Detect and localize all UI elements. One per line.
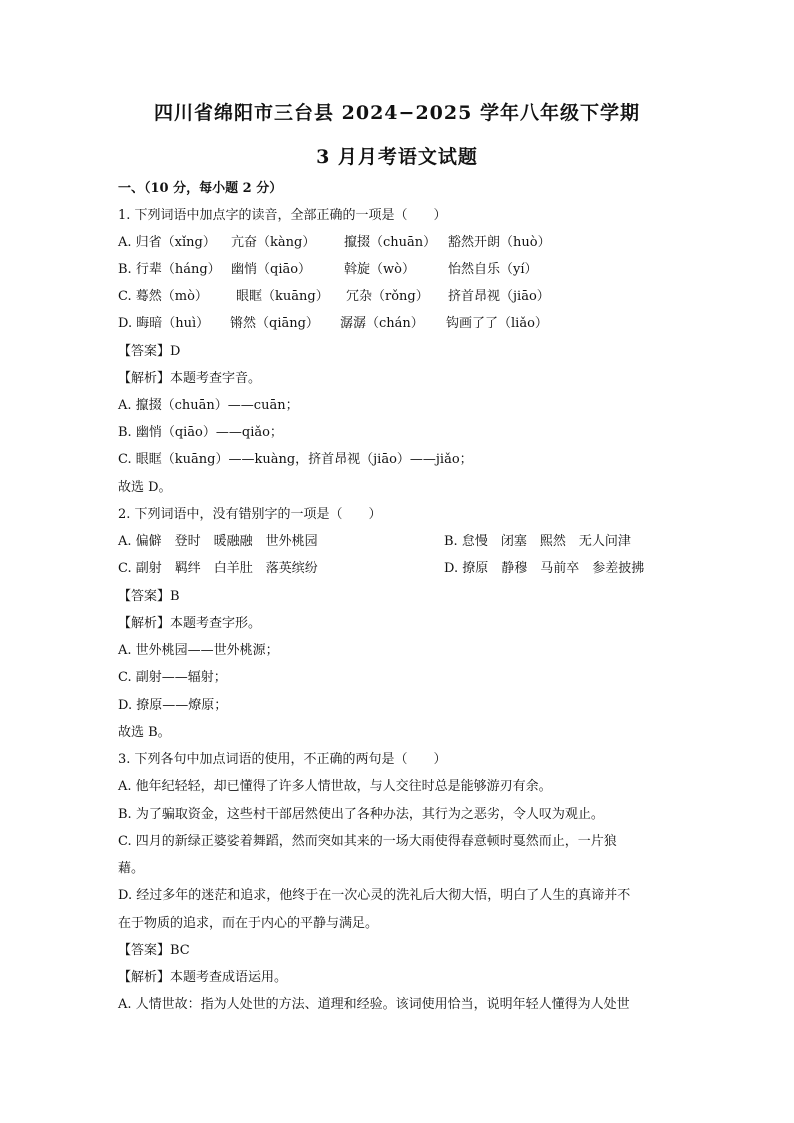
- q1-option-b: [118, 261, 538, 279]
- q1-a-1: A. 归省（xǐng）: [118, 235, 216, 250]
- q3-note: A. 人情世故：指为人处世的方法、道理和经验。该词使用恰当，说明年轻人懂得为人处世: [118, 997, 630, 1012]
- q1-d-4: 钩画了了（liǎo）: [446, 316, 548, 331]
- q2-option-c: C. 副射 羁绊 白羊肚 落英缤纷: [118, 561, 318, 576]
- q3-line: B. 为了骗取资金，这些村干部居然使出了各种办法，其行为之恶劣，令人叹为观止。: [118, 807, 604, 822]
- q1-c-4: 挤首昂视（jiāo）: [448, 289, 550, 304]
- document-title-line1: 四川省绵阳市三台县 2024−2025 学年八年级下学期: [154, 102, 640, 124]
- q3-line: 在于物质的追求，而在于内心的平静与满足。: [118, 916, 379, 931]
- q1-d-1: D. 晦暗（huì）: [118, 316, 210, 331]
- q3-analysis: 【解析】本题考查成语运用。: [118, 970, 288, 985]
- q2-choose: 故选 B。: [118, 725, 171, 740]
- q2-stem: 2. 下列词语中，没有错别字的一项是（ ）: [118, 507, 382, 522]
- q2-option-b: B. 怠慢 闭塞 熙然 无人问津: [444, 534, 631, 549]
- q1-note: B. 幽悄（qiāo）——qiǎo；: [118, 425, 283, 440]
- q3-line: D. 经过多年的迷茫和追求，他终于在一次心灵的洗礼后大彻大悟，明白了人生的真谛并不: [118, 888, 631, 903]
- q1-d-3: 潺潺（chán）: [340, 316, 424, 331]
- q2-note: D. 撩原——燎原；: [118, 698, 228, 713]
- q3-stem: 3. 下列各句中加点词语的使用，不正确的两句是（ ）: [118, 752, 447, 767]
- q1-stem: 1. 下列词语中加点字的读音，全部正确的一项是（ ）: [118, 208, 447, 223]
- q1-b-2: 幽悄（qiāo）: [231, 262, 312, 277]
- q1-analysis: 【解析】本题考查字音。: [118, 371, 262, 386]
- q1-c-2: 眼眶（kuāng）: [236, 289, 329, 304]
- q1-note: C. 眼眶（kuāng）——kuàng，挤首昂视（jiāo）——jiǎo；: [118, 452, 473, 467]
- q3-answer: 【答案】BC: [118, 943, 190, 958]
- q1-answer: 【答案】D: [118, 344, 181, 359]
- q1-c-1: C. 蓦然（mò）: [118, 289, 208, 304]
- q1-d-2: 锵然（qiāng）: [230, 316, 319, 331]
- q3-line: A. 他年纪轻轻，却已懂得了许多人情世故，与人交往时总是能够游刃有余。: [118, 779, 552, 794]
- q1-option-a: [118, 234, 551, 252]
- q1-b-4: 怡然自乐（yí）: [448, 262, 538, 277]
- q1-a-2: 亢奋（kàng）: [231, 235, 316, 250]
- q2-option-a: A. 偏僻 登时 暖融融 世外桃园: [118, 534, 318, 549]
- section-heading: 一、（10 分，每小题 2 分）: [118, 181, 283, 196]
- q1-choose: 故选 D。: [118, 480, 172, 495]
- q2-note: C. 副射——辐射；: [118, 670, 227, 685]
- q1-option-c: [118, 288, 550, 306]
- q1-b-1: B. 行辈（háng）: [118, 262, 221, 277]
- q3-line: 藉。: [118, 861, 145, 876]
- q1-a-4: 豁然开朗（huò）: [448, 235, 551, 250]
- q1-note: A. 攛掇（chuān）——cuān；: [118, 398, 299, 413]
- q2-analysis: 【解析】本题考查字形。: [118, 616, 262, 631]
- q2-answer: 【答案】B: [118, 589, 180, 604]
- document-title-line2: 3 月月考语文试题: [316, 146, 478, 168]
- q1-option-d: [118, 315, 548, 333]
- q1-c-3: 冗杂（rǒng）: [346, 289, 429, 304]
- q2-option-d: D. 撩原 静穆 马前卒 参差披拂: [444, 561, 645, 576]
- q3-line: C. 四月的新绿正婆娑着舞蹈，然而突如其来的一场大雨使得春意顿时戛然而止，一片狼: [118, 834, 617, 849]
- q2-note: A. 世外桃园——世外桃源；: [118, 643, 279, 658]
- q1-a-3: 攛掇（chuān）: [344, 235, 437, 250]
- q1-b-3: 斡旋（wò）: [344, 262, 415, 277]
